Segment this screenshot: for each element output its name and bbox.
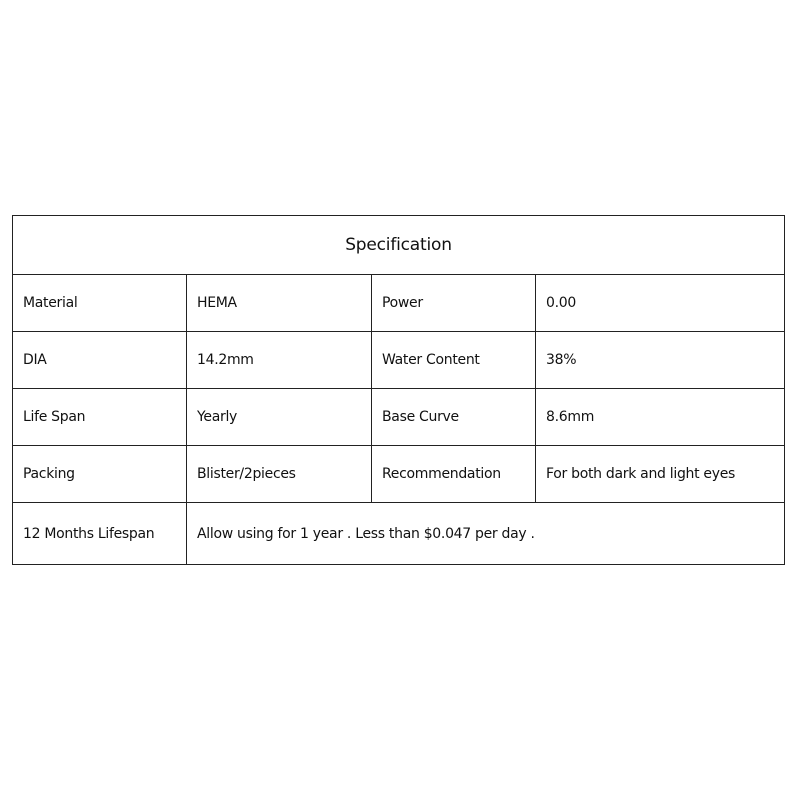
recommendation-label: Recommendation [372, 446, 536, 503]
water-content-value: 38% [536, 332, 785, 389]
life-span-label: Life Span [13, 389, 187, 446]
lifespan-label: 12 Months Lifespan [13, 503, 187, 565]
dia-value: 14.2mm [187, 332, 372, 389]
base-curve-label: Base Curve [372, 389, 536, 446]
table-row-lifespan [13, 503, 785, 565]
water-content-label: Water Content [372, 332, 536, 389]
specification-table [12, 215, 785, 565]
table-row-life-span [13, 389, 785, 446]
base-curve-value: 8.6mm [536, 389, 785, 446]
dia-label: DIA [13, 332, 187, 389]
lifespan-text: Allow using for 1 year . Less than $0.047 per day . [187, 503, 785, 565]
packing-value: Blister/2pieces [187, 446, 372, 503]
table-row-dia [13, 332, 785, 389]
table-row-packing [13, 446, 785, 503]
title-row [13, 216, 785, 275]
material-value: HEMA [187, 275, 372, 332]
power-label: Power [372, 275, 536, 332]
table-title: Specification [13, 216, 785, 275]
table-row-material [13, 275, 785, 332]
packing-label: Packing [13, 446, 187, 503]
material-label: Material [13, 275, 187, 332]
life-span-value: Yearly [187, 389, 372, 446]
power-value: 0.00 [536, 275, 785, 332]
recommendation-value: For both dark and light eyes [536, 446, 785, 503]
